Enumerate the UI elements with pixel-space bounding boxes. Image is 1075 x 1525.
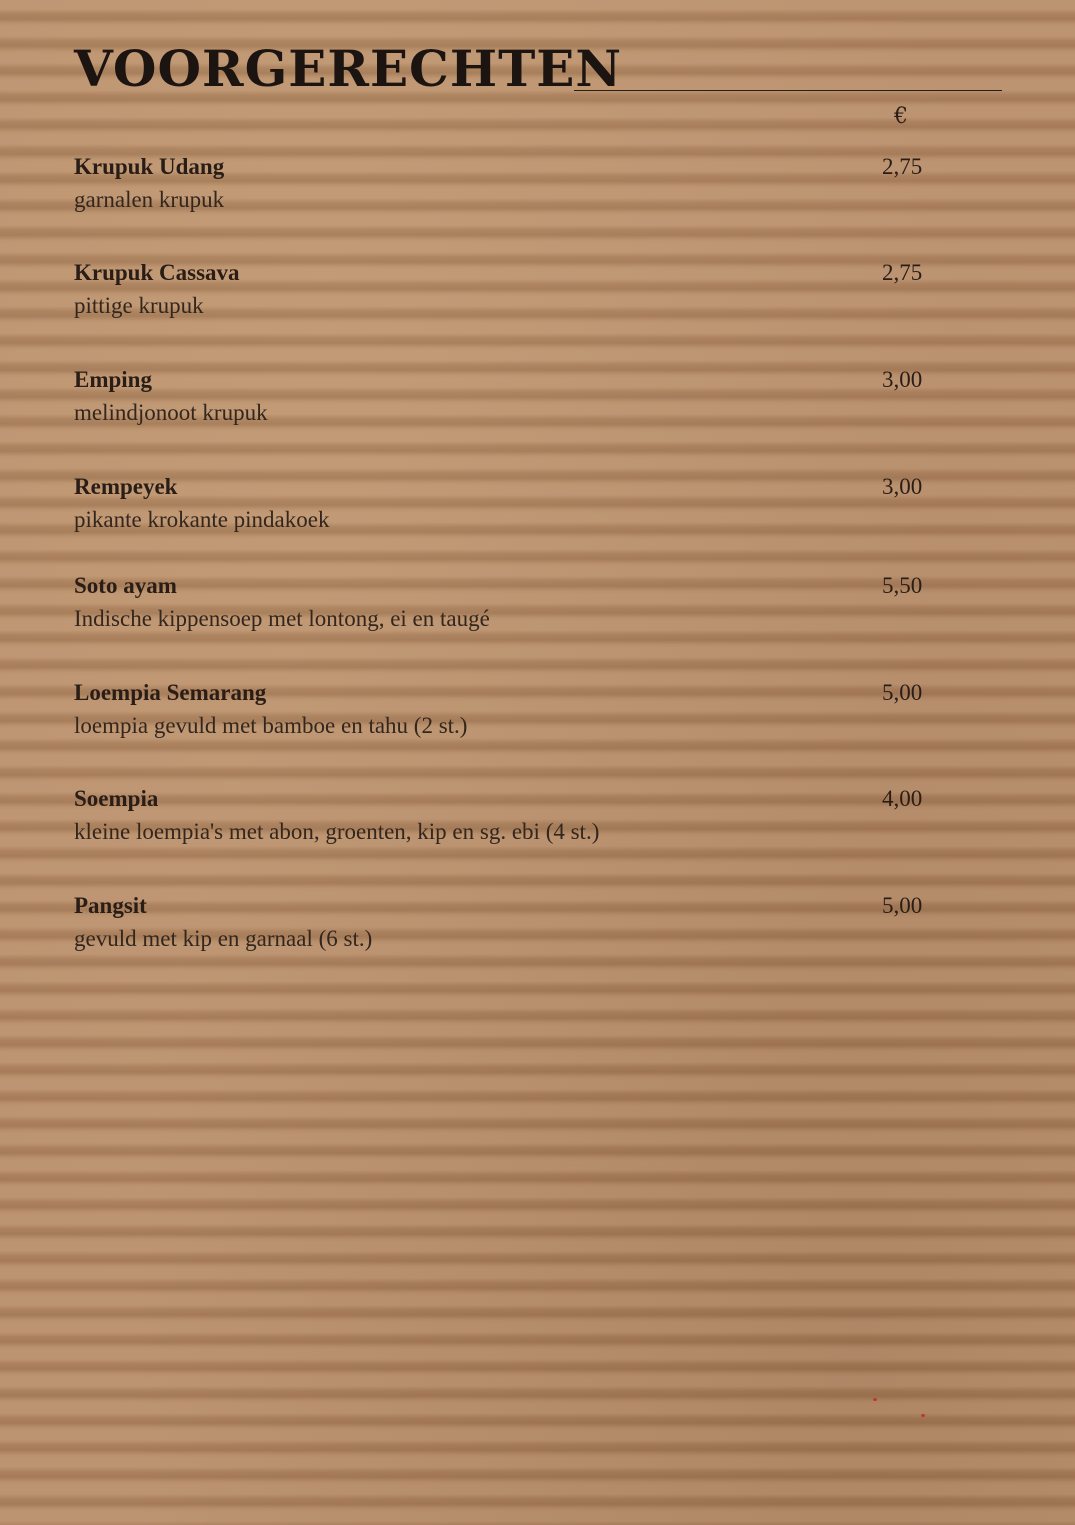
paper-speck <box>921 1414 925 1417</box>
item-name: Krupuk Udang <box>74 154 225 179</box>
section-title: VOORGERECHTEN <box>74 39 623 98</box>
item-price: 5,00 <box>882 893 923 918</box>
menu-item <box>74 785 954 855</box>
item-name: Soto ayam <box>74 573 177 598</box>
item-name: Soempia <box>74 786 159 811</box>
item-price: 5,50 <box>882 573 923 598</box>
item-price: 2,75 <box>882 260 923 285</box>
item-name: Loempia Semarang <box>74 680 267 705</box>
item-price: 3,00 <box>882 474 923 499</box>
item-description: pittige krupuk <box>74 293 204 318</box>
menu-item <box>74 679 954 749</box>
item-price: 2,75 <box>882 154 923 179</box>
item-price: 3,00 <box>882 367 923 392</box>
item-price: 5,00 <box>882 680 923 705</box>
item-description: pikante krokante pindakoek <box>74 507 330 532</box>
menu-item <box>74 366 954 436</box>
menu-item <box>74 572 954 642</box>
item-name: Emping <box>74 367 152 392</box>
currency-symbol: € <box>894 104 908 129</box>
item-price: 4,00 <box>882 786 923 811</box>
item-name: Rempeyek <box>74 474 178 499</box>
item-description: melindjonoot krupuk <box>74 400 268 425</box>
item-name: Pangsit <box>74 893 147 918</box>
menu-header <box>74 38 1002 100</box>
item-description: garnalen krupuk <box>74 187 225 212</box>
menu-item <box>74 153 954 223</box>
item-description: Indische kippensoep met lontong, ei en taugé <box>74 606 490 631</box>
item-description: loempia gevuld met bamboe en tahu (2 st.) <box>74 713 468 738</box>
paper-speck <box>873 1398 877 1401</box>
menu-item <box>74 259 954 329</box>
menu-item <box>74 892 954 962</box>
item-name: Krupuk Cassava <box>74 260 240 285</box>
menu-item <box>74 473 954 543</box>
title-underline <box>574 90 1002 91</box>
item-description: gevuld met kip en garnaal (6 st.) <box>74 926 373 951</box>
item-description: kleine loempia's met abon, groenten, kip en sg. ebi (4 st.) <box>74 819 600 844</box>
